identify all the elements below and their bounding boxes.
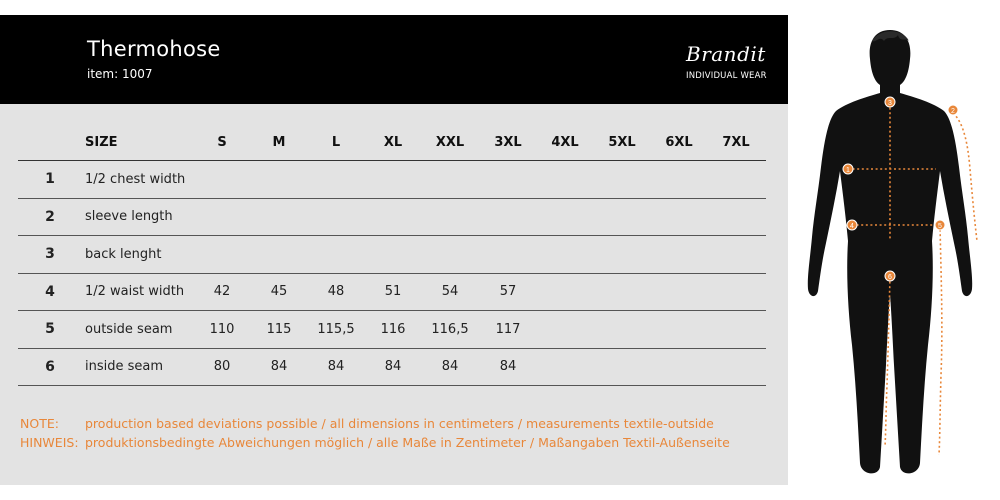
column-header: XXL [435, 134, 465, 150]
table-cell [261, 161, 297, 198]
table-cell [661, 199, 697, 236]
table-cell: 84 [499, 359, 517, 375]
table-cell: 84 [384, 359, 402, 375]
table-cell [718, 161, 754, 198]
table-cell [547, 274, 583, 311]
size-table [18, 124, 766, 386]
table-cell [547, 199, 583, 236]
table-cell: 115 [266, 321, 292, 337]
table-cell [718, 311, 754, 348]
table-cell [204, 236, 240, 273]
column-header-size: SIZE [85, 134, 118, 150]
table-cell: 84 [441, 359, 459, 375]
row-label: back lenght [85, 246, 162, 262]
table-cell [547, 311, 583, 348]
table-row [18, 199, 766, 237]
table-cell [318, 236, 354, 273]
table-cell [547, 161, 583, 198]
svg-text:3: 3 [888, 100, 892, 107]
table-row [18, 161, 766, 199]
table-cell [718, 349, 754, 386]
table-cell [261, 199, 297, 236]
column-header: L [331, 134, 341, 150]
table-header-row [18, 124, 766, 161]
svg-text:4: 4 [850, 223, 854, 230]
table-cell: 116 [380, 321, 406, 337]
marker-5-icon [935, 220, 945, 230]
row-label: 1/2 waist width [85, 284, 185, 300]
table-row [18, 349, 766, 387]
table-cell [718, 199, 754, 236]
table-cell: 57 [499, 284, 517, 300]
row-number: 2 [45, 208, 55, 225]
body-measurement-figure [788, 15, 1000, 485]
brand-logo: Brandit [686, 42, 766, 66]
row-label: inside seam [85, 359, 164, 375]
table-cell [375, 236, 411, 273]
column-header: 3XL [494, 134, 522, 150]
table-cell: 110 [209, 321, 235, 337]
row-number: 4 [45, 283, 55, 300]
table-cell: 45 [270, 284, 288, 300]
marker-2-icon [948, 105, 958, 115]
svg-text:6: 6 [888, 274, 892, 281]
table-cell [318, 199, 354, 236]
column-header: 5XL [608, 134, 636, 150]
svg-text:2: 2 [951, 108, 955, 115]
table-cell [204, 161, 240, 198]
row-label: outside seam [85, 321, 173, 337]
table-cell [718, 274, 754, 311]
note-key: NOTE: [20, 416, 59, 431]
row-number: 5 [45, 321, 55, 338]
brand-tagline: INDIVIDUAL WEAR [686, 71, 767, 81]
table-cell [375, 161, 411, 198]
table-cell [604, 349, 640, 386]
table-cell [604, 199, 640, 236]
table-cell: 84 [327, 359, 345, 375]
column-header: 7XL [722, 134, 750, 150]
table-cell [661, 349, 697, 386]
table-cell [428, 199, 472, 236]
table-cell [604, 311, 640, 348]
row-label: 1/2 chest width [85, 171, 186, 187]
table-row [18, 236, 766, 274]
table-cell [318, 161, 354, 198]
row-number: 3 [45, 246, 55, 263]
table-cell: 51 [384, 284, 402, 300]
svg-text:5: 5 [938, 223, 942, 230]
table-cell [604, 236, 640, 273]
table-cell: 117 [495, 321, 521, 337]
table-cell [375, 199, 411, 236]
column-header: 6XL [665, 134, 693, 150]
row-label: sleeve length [85, 209, 173, 225]
table-row [18, 311, 766, 349]
marker-4-icon [847, 220, 857, 230]
column-header: M [272, 134, 286, 150]
column-header: XL [383, 134, 403, 150]
table-row [18, 274, 766, 312]
table-cell [661, 236, 697, 273]
marker-6-icon [885, 271, 895, 281]
note-key: HINWEIS: [20, 435, 79, 450]
table-cell [428, 236, 472, 273]
note-text: produktionsbedingte Abweichungen möglich / alle Maße in Zentimeter / Maßangaben Textil-Außenseite [85, 435, 730, 450]
table-cell [490, 236, 526, 273]
table-cell: 115,5 [317, 321, 355, 337]
table-cell [604, 274, 640, 311]
table-cell [661, 274, 697, 311]
row-number: 6 [45, 358, 55, 375]
note-text: production based deviations possible / all dimensions in centimeters / measurements textile-outside [85, 416, 714, 431]
table-cell: 42 [213, 284, 231, 300]
table-cell [718, 236, 754, 273]
table-cell [661, 311, 697, 348]
table-cell [204, 199, 240, 236]
table-cell [490, 199, 526, 236]
table-cell: 116,5 [431, 321, 469, 337]
table-cell: 54 [441, 284, 459, 300]
table-cell [261, 236, 297, 273]
table-cell [490, 161, 526, 198]
table-cell: 84 [270, 359, 288, 375]
marker-1-icon [843, 164, 853, 174]
marker-3-icon [885, 97, 895, 107]
table-cell [547, 236, 583, 273]
column-header: S [217, 134, 227, 150]
table-cell [604, 161, 640, 198]
column-header: 4XL [551, 134, 579, 150]
table-cell [547, 349, 583, 386]
table-cell: 48 [327, 284, 345, 300]
product-title: Thermohose [87, 37, 221, 61]
item-number: item: 1007 [87, 67, 153, 81]
table-cell [661, 161, 697, 198]
row-number: 1 [45, 171, 55, 188]
table-cell: 80 [213, 359, 231, 375]
table-cell [428, 161, 472, 198]
svg-text:1: 1 [846, 167, 850, 174]
